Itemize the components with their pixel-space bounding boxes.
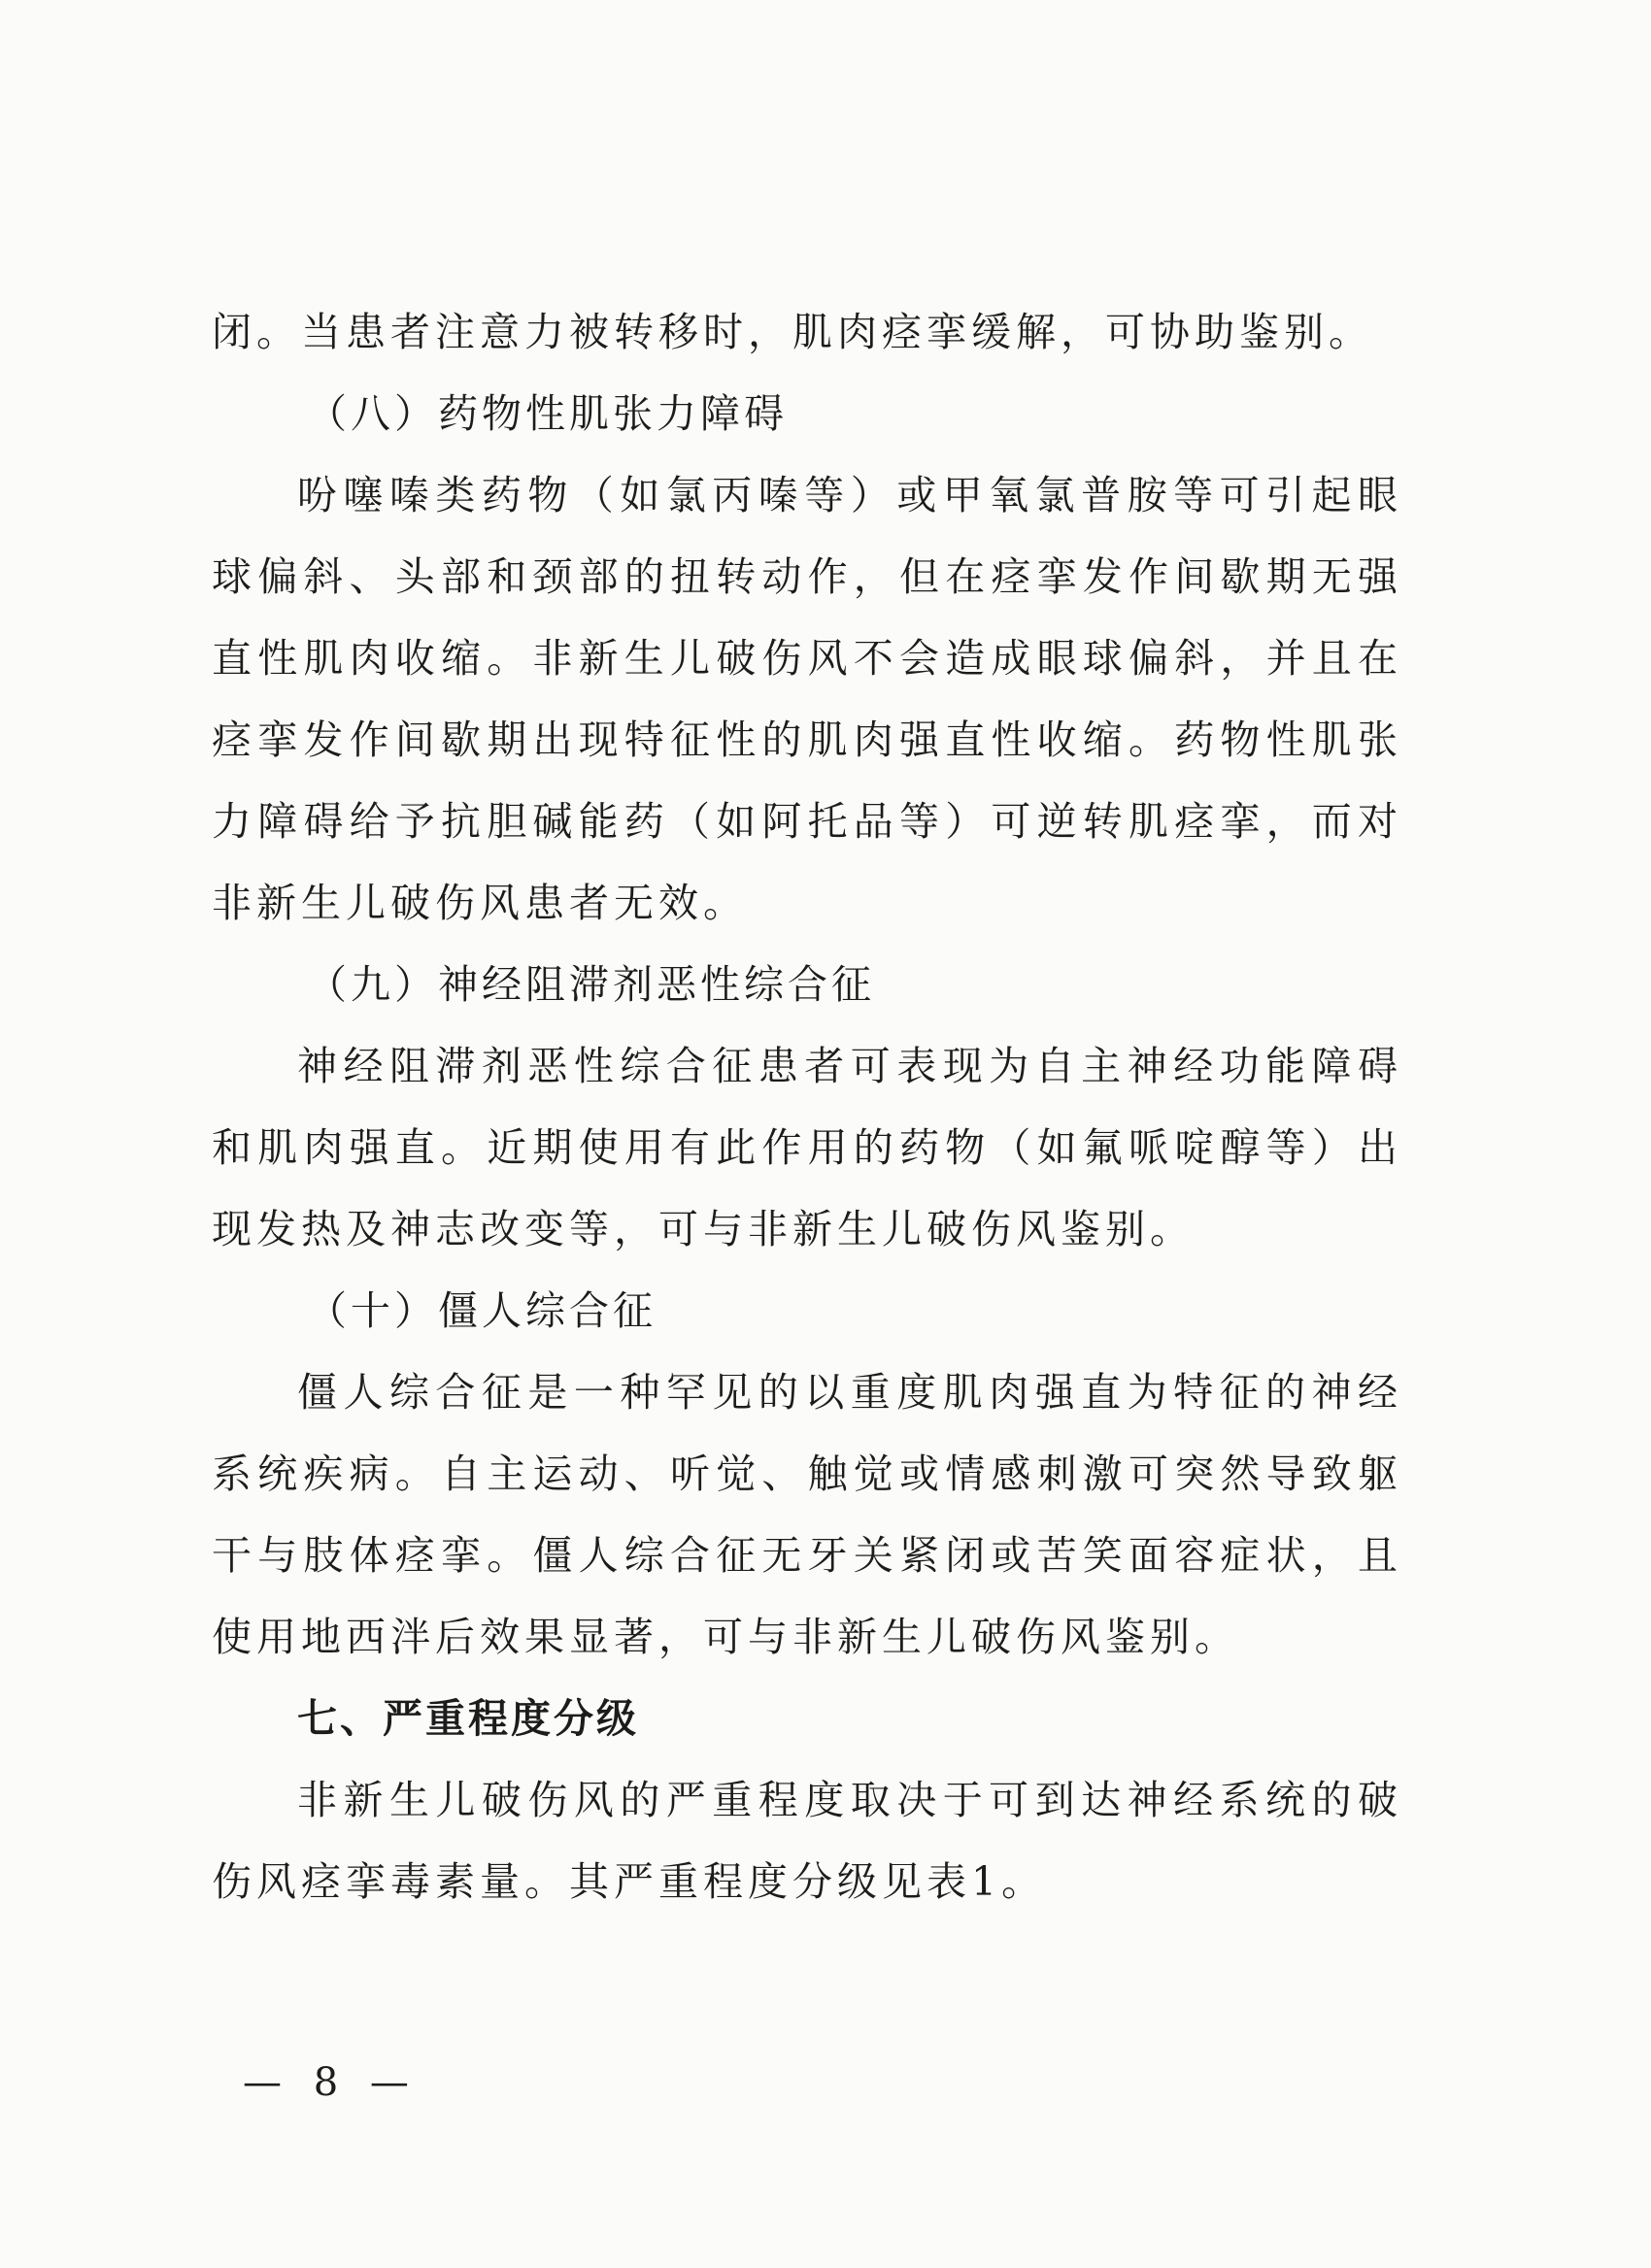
section-heading-severity: 七、严重程度分级	[297, 1695, 639, 1742]
paragraph-severity: 非新生儿破伤风的严重程度取决于可到达神经系统的破伤风痉挛毒素量。其严重程度分级见表1。	[212, 1777, 1402, 1905]
subheading-drug-dystonia: （八）药物性肌张力障碍	[307, 390, 788, 437]
paragraph-neuroleptic-malignant: 神经阻滞剂恶性综合征患者可表现为自主神经功能障碍和肌肉强直。近期使用有此作用的药物（如氟哌啶醇等）出现发热及神志改变等，可与非新生儿破伤风鉴别。	[212, 1043, 1402, 1252]
page-number: — 8 —	[243, 2060, 419, 2105]
subheading-stiff-person: （十）僵人综合征	[307, 1287, 657, 1334]
subheading-neuroleptic-malignant: （九）神经阻滞剂恶性综合征	[307, 961, 875, 1008]
paragraph-stiff-person: 僵人综合征是一种罕见的以重度肌肉强直为特征的神经系统疾病。自主运动、听觉、触觉或情感刺激可突然导致躯干与肢体痉挛。僵人综合征无牙关紧闭或苦笑面容症状，且使用地西泮后效果显著，可与非新生儿破伤风鉴别。	[212, 1369, 1402, 1660]
paragraph-drug-dystonia: 吩噻嗪类药物（如氯丙嗪等）或甲氧氯普胺等可引起眼球偏斜、头部和颈部的扭转动作，但在痉挛发作间歇期无强直性肌肉收缩。非新生儿破伤风不会造成眼球偏斜，并且在痉挛发作间歇期出现特征性的肌肉强直性收缩。药物性肌张力障碍给予抗胆碱能药（如阿托品等）可逆转肌痉挛，而对非新生儿破伤风患者无效。	[212, 472, 1402, 926]
document-body	[212, 291, 1402, 1922]
paragraph-continuation: 闭。当患者注意力被转移时，肌肉痉挛缓解，可协助鉴别。	[212, 309, 1373, 355]
